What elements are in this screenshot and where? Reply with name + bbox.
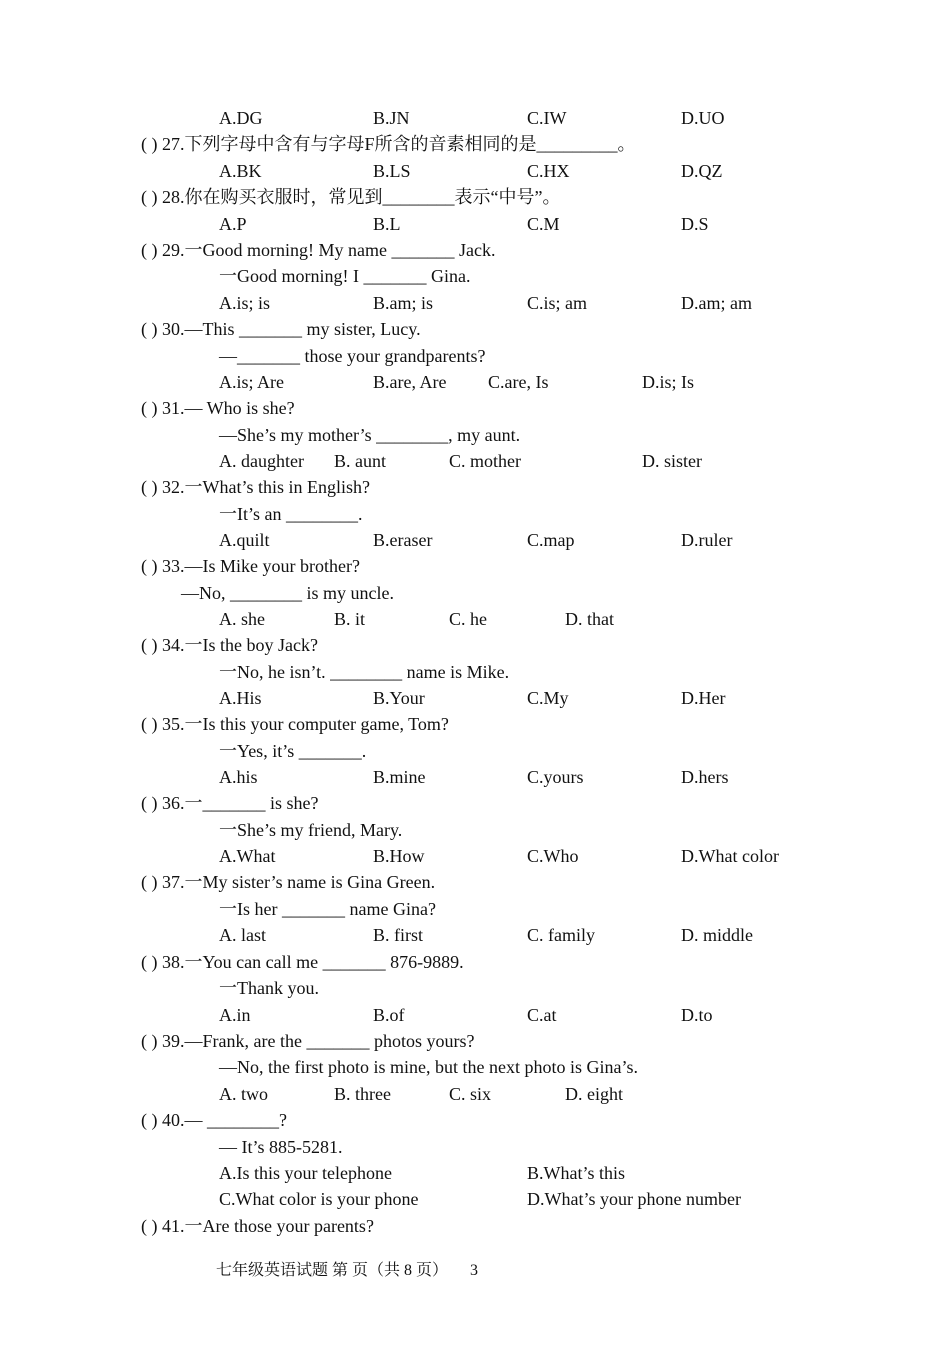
q31-options [219, 448, 819, 474]
q38-options [219, 1002, 819, 1028]
q40-options-row1 [219, 1160, 819, 1186]
q35-option-b: B.mine [373, 767, 426, 787]
q27-option-a: A.BK [219, 161, 262, 181]
q34-option-b: B.Your [373, 688, 425, 708]
q35-option-d: D.hers [681, 767, 729, 787]
q34-reply: 一No, he isn’t. ________ name is Mike. [219, 662, 510, 682]
q33-option-d: D. that [565, 609, 614, 629]
q31-option-c: C. mother [449, 451, 521, 471]
q27-option-c: C.HX [527, 161, 570, 181]
q36-reply: 一She’s my friend, Mary. [219, 820, 403, 840]
q31-option-d: D. sister [642, 451, 702, 471]
q34-options [219, 685, 819, 711]
q32-options [219, 527, 819, 553]
page-number: 3 [470, 1262, 479, 1279]
q38-question: ( ) 38.一You can call me _______ 876-9889. [141, 952, 464, 972]
q37-option-a: A. last [219, 925, 266, 945]
q40-option-a: A.Is this your telephone [219, 1163, 392, 1183]
q26-option-a: A.DG [219, 108, 263, 128]
q34-question: ( ) 34.一Is the boy Jack? [141, 635, 318, 655]
q33-option-c: C. he [449, 609, 487, 629]
q32-option-c: C.map [527, 530, 575, 550]
q36-option-a: A.What [219, 846, 276, 866]
q29-reply: 一Good morning! I _______ Gina. [219, 266, 471, 286]
q27-option-d: D.QZ [681, 161, 723, 181]
q35-option-c: C.yours [527, 767, 584, 787]
q39-option-b: B. three [334, 1084, 391, 1104]
q30-option-d: D.is; Is [642, 372, 695, 392]
q33-reply: —No, ________ is my uncle. [181, 583, 394, 603]
q33-options [219, 606, 819, 632]
q27-option-b: B.LS [373, 161, 411, 181]
q40-option-b: B.What’s this [527, 1163, 625, 1183]
q30-option-c: C.are, Is [488, 372, 549, 392]
q37-question: ( ) 37.一My sister’s name is Gina Green. [141, 872, 436, 892]
q36-option-c: C.Who [527, 846, 579, 866]
q31-option-a: A. daughter [219, 451, 304, 471]
q39-option-c: C. six [449, 1084, 492, 1104]
q30-option-a: A.is; Are [219, 372, 284, 392]
q40-options-row2 [219, 1186, 819, 1212]
q29-option-c: C.is; am [527, 293, 588, 313]
q28-option-c: C.M [527, 214, 560, 234]
q32-option-b: B.eraser [373, 530, 433, 550]
q31-reply: —She’s my mother’s ________, my aunt. [219, 425, 521, 445]
q37-option-b: B. first [373, 925, 424, 945]
q32-reply: 一It’s an ________. [219, 504, 363, 524]
q36-option-b: B.How [373, 846, 425, 866]
q27-options [219, 158, 819, 184]
q38-reply: 一Thank you. [219, 978, 319, 998]
q30-reply: —_______ those your grandparents? [219, 346, 486, 366]
q36-options [219, 843, 819, 869]
q28-options [219, 211, 819, 237]
q31-option-b: B. aunt [334, 451, 386, 471]
q29-options [219, 290, 819, 316]
q33-option-b: B. it [334, 609, 366, 629]
q28-option-a: A.P [219, 214, 247, 234]
q32-option-d: D.ruler [681, 530, 733, 550]
q37-option-c: C. family [527, 925, 595, 945]
q38-option-d: D.to [681, 1005, 713, 1025]
q41-question: ( ) 41.一Are those your parents? [141, 1216, 374, 1236]
q35-options [219, 764, 819, 790]
q26-option-d: D.UO [681, 108, 725, 128]
q37-option-d: D. middle [681, 925, 753, 945]
q32-option-a: A.quilt [219, 530, 270, 550]
footer-text: 七年级英语试题 第 页（共 8 页） [216, 1262, 449, 1279]
q34-option-a: A.His [219, 688, 262, 708]
q28-question: ( ) 28.你在购买衣服时，常见到________表示“中号”。 [141, 187, 561, 207]
q28-option-d: D.S [681, 214, 709, 234]
q32-question: ( ) 32.一What’s this in English? [141, 477, 370, 497]
q31-question: ( ) 31.— Who is she? [141, 398, 295, 418]
q33-question: ( ) 33.—Is Mike your brother? [141, 556, 360, 576]
q39-reply: —No, the first photo is mine, but the next photo is Gina’s. [219, 1057, 638, 1077]
q38-option-a: A.in [219, 1005, 251, 1025]
q30-option-b: B.are, Are [373, 372, 447, 392]
q35-reply: 一Yes, it’s _______. [219, 741, 367, 761]
q29-option-b: B.am; is [373, 293, 434, 313]
q29-option-a: A.is; is [219, 293, 271, 313]
q35-option-a: A.his [219, 767, 258, 787]
page-footer [216, 1258, 478, 1284]
q30-question: ( ) 30.—This _______ my sister, Lucy. [141, 319, 421, 339]
q29-question: ( ) 29.一Good morning! My name _______ Jack. [141, 240, 496, 260]
q26-options [219, 105, 819, 131]
q29-option-d: D.am; am [681, 293, 752, 313]
q39-options [219, 1081, 819, 1107]
q37-options [219, 922, 819, 948]
q26-option-b: B.JN [373, 108, 410, 128]
q40-option-c: C.What color is your phone [219, 1189, 419, 1209]
q28-option-b: B.L [373, 214, 401, 234]
q38-option-c: C.at [527, 1005, 557, 1025]
q35-question: ( ) 35.一Is this your computer game, Tom? [141, 714, 449, 734]
q36-question: ( ) 36.一_______ is she? [141, 793, 319, 813]
q26-option-c: C.IW [527, 108, 567, 128]
q39-option-d: D. eight [565, 1084, 623, 1104]
q37-reply: 一Is her _______ name Gina? [219, 899, 436, 919]
q34-option-d: D.Her [681, 688, 726, 708]
q40-option-d: D.What’s your phone number [527, 1189, 741, 1209]
q39-option-a: A. two [219, 1084, 268, 1104]
q40-reply: — It’s 885-5281. [219, 1137, 343, 1157]
q40-question: ( ) 40.— ________? [141, 1110, 287, 1130]
q34-option-c: C.My [527, 688, 569, 708]
q27-question: ( ) 27.下列字母中含有与字母F所含的音素相同的是_________。 [141, 134, 636, 154]
q33-option-a: A. she [219, 609, 265, 629]
q39-question: ( ) 39.—Frank, are the _______ photos yours? [141, 1031, 475, 1051]
q36-option-d: D.What color [681, 846, 779, 866]
q30-options [219, 369, 819, 395]
q38-option-b: B.of [373, 1005, 405, 1025]
